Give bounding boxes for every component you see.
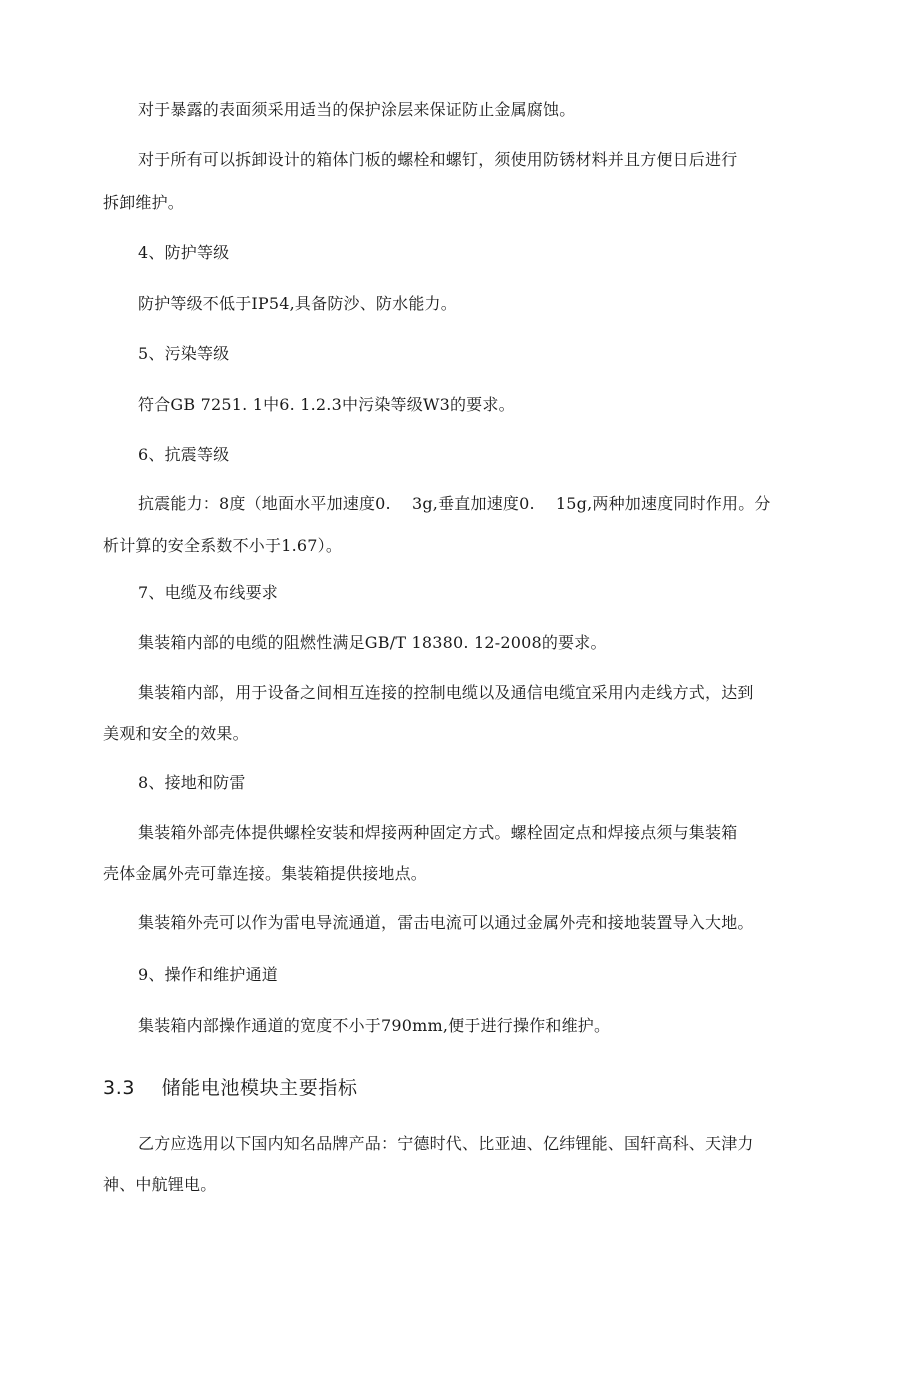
paragraph-brands-cont: 神、中航锂电。	[103, 1175, 217, 1194]
paragraph-brands: 乙方应选用以下国内知名品牌产品：宁德时代、比亚迪、亿纬锂能、国轩高科、天津力	[138, 1134, 754, 1153]
heading-pollution-level: 5、污染等级	[138, 344, 230, 363]
paragraph-internal-wiring-cont: 美观和安全的效果。	[103, 724, 249, 743]
paragraph-seismic-level: 抗震能力：8度（地面水平加速度0. 3g,垂直加速度0. 15g,两种加速度同时作用。分	[138, 494, 771, 513]
heading-seismic-level: 6、抗震等级	[138, 445, 230, 464]
heading-operation-channel: 9、操作和维护通道	[138, 965, 278, 984]
paragraph-fixing-methods-cont: 壳体金属外壳可靠连接。集装箱提供接地点。	[103, 864, 428, 883]
heading-cable-wiring: 7、电缆及布线要求	[138, 583, 278, 602]
paragraph-internal-wiring: 集装箱内部，用于设备之间相互连接的控制电缆以及通信电缆宜采用内走线方式，达到	[138, 683, 754, 702]
paragraph-door-bolts-cont: 拆卸维护。	[103, 193, 185, 212]
paragraph-lightning-path: 集装箱外壳可以作为雷电导流通道，雷击电流可以通过金属外壳和接地装置导入大地。	[138, 913, 754, 932]
heading-protection-level: 4、防护等级	[138, 243, 230, 262]
paragraph-cable-flame: 集装箱内部的电缆的阻燃性满足GB/T 18380. 12-2008的要求。	[138, 633, 607, 652]
paragraph-pollution-level: 符合GB 7251. 1中6. 1.2.3中污染等级W3的要求。	[138, 395, 515, 414]
heading-grounding-lightning: 8、接地和防雷	[138, 773, 246, 792]
paragraph-protection-level: 防护等级不低于IP54,具备防沙、防水能力。	[138, 294, 457, 313]
paragraph-channel-width: 集装箱内部操作通道的宽度不小于790mm,便于进行操作和维护。	[138, 1016, 611, 1035]
paragraph-fixing-methods: 集装箱外部壳体提供螺栓安装和焊接两种固定方式。螺栓固定点和焊接点须与集装箱	[138, 823, 738, 842]
paragraph-coating: 对于暴露的表面须采用适当的保护涂层来保证防止金属腐蚀。	[138, 100, 576, 119]
section-heading-3-3: 3.3 储能电池模块主要指标	[103, 1077, 358, 1099]
paragraph-door-bolts: 对于所有可以拆卸设计的箱体门板的螺栓和螺钉，须使用防锈材料并且方便日后进行	[138, 150, 738, 169]
paragraph-seismic-level-cont: 析计算的安全系数不小于1.67）。	[103, 536, 343, 555]
